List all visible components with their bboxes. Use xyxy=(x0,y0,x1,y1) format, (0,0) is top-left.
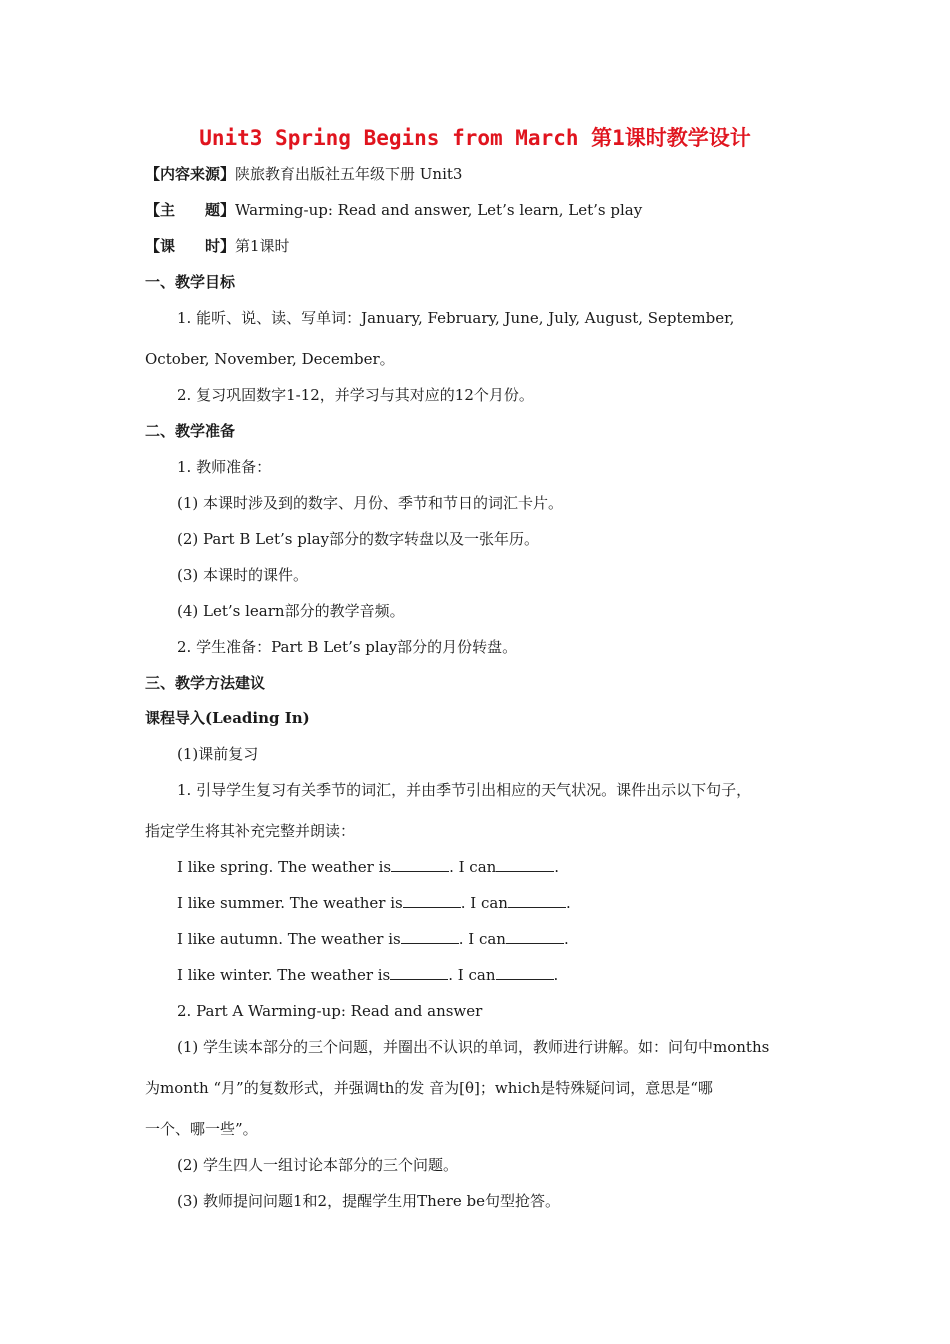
fill-blank xyxy=(391,859,449,872)
s3-p1-line3: 一个、哪一些”。 xyxy=(145,1120,258,1138)
s2-sub4: (4) Let’s learn部分的教学音频。 xyxy=(177,602,405,620)
s1-item1-line2: October, November, December。 xyxy=(145,350,395,368)
meta-source-value: 陕旅教育出版社五年级下册 Unit3 xyxy=(235,165,463,183)
s3-p1-line2: 为month “月”的复数形式，并强调th的发 音为[θ]；which是特殊疑问词，意思是“哪 xyxy=(145,1079,713,1097)
section-1-heading: 一、教学目标 xyxy=(145,273,236,291)
meta-source-label: 【内容来源】 xyxy=(145,165,236,183)
fill-blank xyxy=(390,967,448,980)
sentence-text: . xyxy=(554,858,560,876)
meta-source xyxy=(145,164,810,184)
sentence-text: . xyxy=(565,894,571,912)
sentence-text: . I can xyxy=(448,966,496,984)
s2-item1: 1. 教师准备： xyxy=(177,458,272,476)
s2-sub1: (1) 本课时涉及到的数字、月份、季节和节日的词汇卡片。 xyxy=(177,494,564,512)
meta-topic xyxy=(145,200,810,220)
section-3-subheading: 课程导入(Leading In) xyxy=(145,709,310,727)
sentence-text: . I can xyxy=(458,930,506,948)
document-title: Unit3 Spring Begins from March 第1课时教学设计 xyxy=(199,126,751,150)
s3-p1-line1: (1) 学生读本部分的三个问题，并圈出不认识的单词，教师进行讲解。如：问句中months xyxy=(177,1038,770,1056)
s2-item2: 2. 学生准备：Part B Let’s play部分的月份转盘。 xyxy=(177,638,518,656)
s3-item1-line1: 1. 引导学生复习有关季节的词汇，并由季节引出相应的天气状况。课件出示以下句子， xyxy=(177,781,752,799)
meta-period-value: 第1课时 xyxy=(235,237,290,255)
s3-item2: 2. Part A Warming-up: Read and answer xyxy=(177,1002,483,1020)
s3-p3: (3) 教师提问问题1和2，提醒学生用There be句型抢答。 xyxy=(177,1192,560,1210)
s3-review: (1)课前复习 xyxy=(177,745,259,763)
s2-sub2: (2) Part B Let’s play部分的数字转盘以及一张年历。 xyxy=(177,530,540,548)
sentence-text: I like summer. The weather is xyxy=(177,894,403,912)
s3-item1-line2: 指定学生将其补充完整并朗读： xyxy=(145,822,356,840)
sentence-text: I like winter. The weather is xyxy=(177,966,391,984)
s1-item1-line1: 1. 能听、说、读、写单词：January, February, June, July, August, September, xyxy=(177,309,735,327)
sentence-text: I like autumn. The weather is xyxy=(177,930,401,948)
sentence-spring xyxy=(177,857,842,877)
sentence-text: . xyxy=(563,930,569,948)
sentence-text: I like spring. The weather is xyxy=(177,858,392,876)
sentence-text: . I can xyxy=(460,894,508,912)
s1-item2: 2. 复习巩固数字1-12，并学习与其对应的12个月份。 xyxy=(177,386,534,404)
sentence-text: . xyxy=(553,966,559,984)
section-3-heading: 三、教学方法建议 xyxy=(145,674,266,692)
sentence-summer xyxy=(177,893,842,913)
sentence-winter xyxy=(177,965,842,985)
s3-p2: (2) 学生四人一组讨论本部分的三个问题。 xyxy=(177,1156,459,1174)
fill-blank xyxy=(401,931,459,944)
section-2-heading: 二、教学准备 xyxy=(145,422,236,440)
fill-blank xyxy=(496,859,554,872)
fill-blank xyxy=(403,895,461,908)
meta-period-label: 【课 时】 xyxy=(145,237,236,255)
sentence-autumn xyxy=(177,929,842,949)
fill-blank xyxy=(496,967,554,980)
sentence-text: . I can xyxy=(449,858,497,876)
s2-sub3: (3) 本课时的课件。 xyxy=(177,566,309,584)
meta-period xyxy=(145,236,810,256)
meta-topic-value: Warming-up: Read and answer, Let’s learn, Let’s play xyxy=(235,201,643,219)
fill-blank xyxy=(508,895,566,908)
meta-topic-label: 【主 题】 xyxy=(145,201,236,219)
fill-blank xyxy=(506,931,564,944)
